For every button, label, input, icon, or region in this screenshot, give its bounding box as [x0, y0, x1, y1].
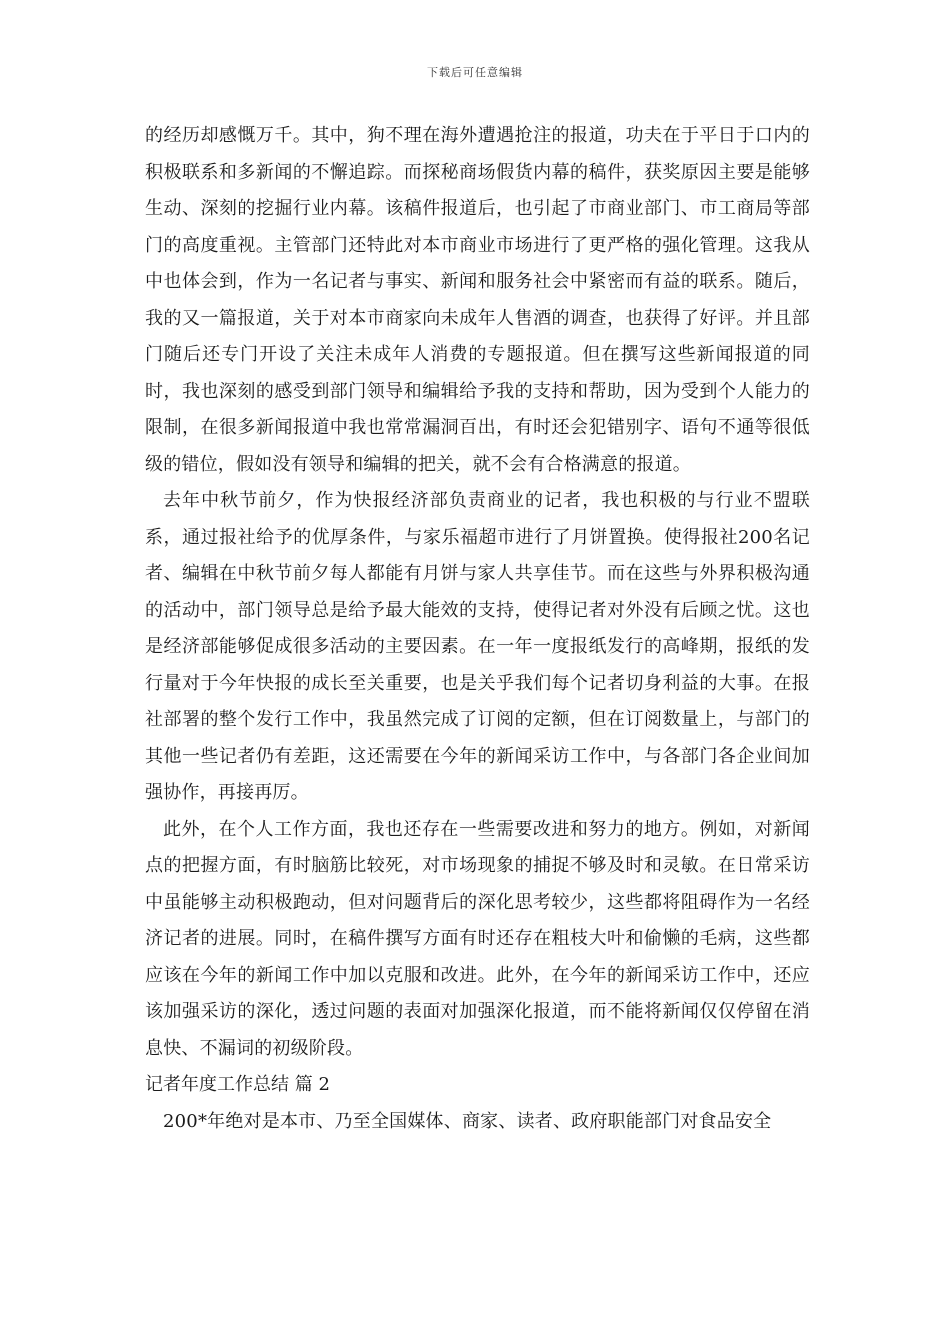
- paragraph-2: 去年中秋节前夕，作为快报经济部负责商业的记者，我也积极的与行业不盟联系，通过报社给予的优厚条件，与家乐福超市进行了月饼置换。使得报社200名记者、编辑在中秋节前夕每人都能有月饼与家人共享佳节。而在这些与外界积极沟通的活动中，部门领导总是给予最大能效的支持，使得记者对外没有后顾之忧。这也是经济部能够促成很多活动的主要因素。在一年一度报纸发行的高峰期，报纸的发行量对于今年快报的成长至关重要，也是关乎我们每个记者切身利益的大事。在报社部署的整个发行工作中，我虽然完成了订阅的定额，但在订阅数量上，与部门的其他一些记者仍有差距，这还需要在今年的新闻采访工作中，与各部门各企业间加强协作，再接再厉。: [145, 490, 810, 803]
- header-text: 下载后可任意编辑: [427, 66, 523, 79]
- paragraph-1: 的经历却感慨万千。其中，狗不理在海外遭遇抢注的报道，功夫在于平日于口内的积极联系和多新闻的不懈追踪。而探秘商场假货内幕的稿件，获奖原因主要是能够生动、深刻的挖掘行业内幕。该稿件报道后，也引起了市商业部门、市工商局等部门的高度重视。主管部门还特此对本市商业市场进行了更严格的强化管理。这我从中也体会到，作为一名记者与事实、新闻和服务社会中紧密而有益的联系。随后，我的又一篇报道，关于对本市商家向未成年人售酒的调查，也获得了好评。并且部门随后还专门开设了关注未成年人消费的专题报道。但在撰写这些新闻报道的同时，我也深刻的感受到部门领导和编辑给予我的支持和帮助，因为受到个人能力的限制，在很多新闻报道中我也常常漏洞百出，有时还会犯错别字、语句不通等很低级的错位，假如没有领导和编辑的把关，就不会有合格满意的报道。: [145, 125, 810, 475]
- paragraph-4: 200*年绝对是本市、乃至全国媒体、商家、读者、政府职能部门对食品安全: [163, 1110, 772, 1132]
- document-body: [145, 118, 810, 1140]
- paragraph-3: 此外，在个人工作方面，我也还存在一些需要改进和努力的地方。例如，对新闻点的把握方面，有时脑筋比较死，对市场现象的捕捉不够及时和灵敏。在日常采访中虽能够主动积极跑动，但对问题背后的深化思考较少，这些都将阻碍作为一名经济记者的进展。同时，在稿件撰写方面有时还存在粗枝大叶和偷懒的毛病，这些都应该在今年的新闻工作中加以克服和改进。此外，在今年的新闻采访工作中，还应该加强采访的深化，透过问题的表面对加强深化报道，而不能将新闻仅仅停留在消息快、不漏词的初级阶段。: [145, 818, 810, 1059]
- section-heading: 记者年度工作总结 篇 2: [145, 1074, 330, 1095]
- page-header: [0, 64, 950, 80]
